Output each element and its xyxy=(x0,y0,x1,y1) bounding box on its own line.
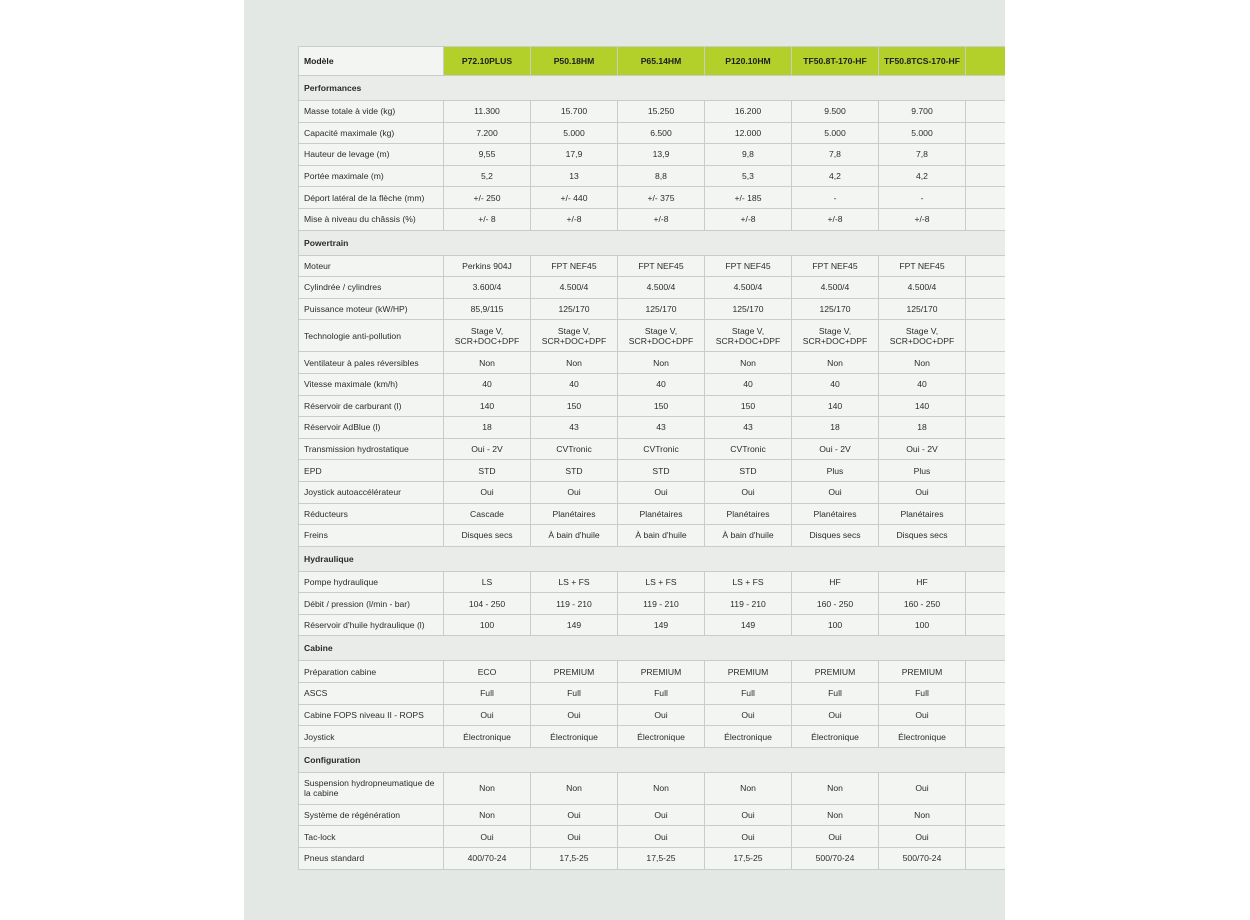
value-cell: 100 xyxy=(792,614,879,636)
table-row xyxy=(299,614,1006,636)
row-label-cell: ASCS xyxy=(299,683,444,705)
empty-overflow-cell xyxy=(966,101,1006,123)
value-cell: Oui - 2V xyxy=(444,438,531,460)
value-cell: Stage V, SCR+DOC+DPF xyxy=(705,320,792,352)
table-row xyxy=(299,726,1006,748)
specifications-table-body xyxy=(299,47,1006,870)
value-cell: Électronique xyxy=(531,726,618,748)
value-cell: Oui xyxy=(444,481,531,503)
value-cell: CVTronic xyxy=(705,438,792,460)
value-cell: 13,9 xyxy=(618,144,705,166)
value-cell: +/-8 xyxy=(531,208,618,230)
value-cell: STD xyxy=(531,460,618,482)
value-cell: Full xyxy=(879,683,966,705)
table-row xyxy=(299,525,1006,547)
empty-overflow-cell xyxy=(966,614,1006,636)
table-row xyxy=(299,683,1006,705)
value-cell: 4,2 xyxy=(792,165,879,187)
value-cell: 18 xyxy=(792,417,879,439)
table-row xyxy=(299,320,1006,352)
value-cell: 13 xyxy=(531,165,618,187)
value-cell: +/-8 xyxy=(792,208,879,230)
empty-overflow-cell xyxy=(966,298,1006,320)
value-cell: Oui xyxy=(705,804,792,826)
value-cell: Oui - 2V xyxy=(879,438,966,460)
value-cell: Stage V, SCR+DOC+DPF xyxy=(618,320,705,352)
row-label-cell: Réservoir d'huile hydraulique (l) xyxy=(299,614,444,636)
value-cell: 5,3 xyxy=(705,165,792,187)
empty-overflow-cell xyxy=(966,373,1006,395)
row-label-cell: Hauteur de levage (m) xyxy=(299,144,444,166)
value-cell: Oui xyxy=(444,826,531,848)
model-header-cell: TF50.8TCS-170-HF xyxy=(879,47,966,76)
value-cell: 17,5-25 xyxy=(531,848,618,870)
value-cell: 7,8 xyxy=(792,144,879,166)
value-cell: 40 xyxy=(618,373,705,395)
value-cell: 7,8 xyxy=(879,144,966,166)
value-cell: Disques secs xyxy=(444,525,531,547)
value-cell: +/-8 xyxy=(618,208,705,230)
value-cell: LS + FS xyxy=(531,571,618,593)
value-cell: 5,2 xyxy=(444,165,531,187)
section-header-row xyxy=(299,747,1006,772)
value-cell: 7.200 xyxy=(444,122,531,144)
model-header-cell: TF50.8T-170-HF xyxy=(792,47,879,76)
value-cell: PREMIUM xyxy=(618,661,705,683)
value-cell: 119 - 210 xyxy=(705,593,792,615)
empty-overflow-cell xyxy=(966,525,1006,547)
value-cell: 125/170 xyxy=(705,298,792,320)
value-cell: +/- 375 xyxy=(618,187,705,209)
section-title: Cabine xyxy=(299,636,1006,661)
empty-overflow-cell xyxy=(966,395,1006,417)
value-cell: +/-8 xyxy=(705,208,792,230)
value-cell: 18 xyxy=(879,417,966,439)
value-cell: 4,2 xyxy=(879,165,966,187)
table-row xyxy=(299,373,1006,395)
value-cell: LS + FS xyxy=(618,571,705,593)
value-cell: 140 xyxy=(792,395,879,417)
value-cell: FPT NEF45 xyxy=(618,255,705,277)
row-label-cell: Mise à niveau du châssis (%) xyxy=(299,208,444,230)
table-header-row xyxy=(299,47,1006,76)
row-label-cell: Réducteurs xyxy=(299,503,444,525)
value-cell: Perkins 904J xyxy=(444,255,531,277)
value-cell: 140 xyxy=(444,395,531,417)
row-label-cell: Tac-lock xyxy=(299,826,444,848)
empty-overflow-cell xyxy=(966,593,1006,615)
value-cell: 400/70-24 xyxy=(444,848,531,870)
value-cell: - xyxy=(792,187,879,209)
value-cell: 160 - 250 xyxy=(792,593,879,615)
table-row xyxy=(299,571,1006,593)
value-cell: Full xyxy=(444,683,531,705)
value-cell: 40 xyxy=(705,373,792,395)
value-cell: 40 xyxy=(879,373,966,395)
value-cell: FPT NEF45 xyxy=(705,255,792,277)
empty-overflow-cell xyxy=(966,571,1006,593)
value-cell: Oui xyxy=(879,826,966,848)
value-cell: Non xyxy=(618,352,705,374)
value-cell: 500/70-24 xyxy=(792,848,879,870)
value-cell: Non xyxy=(879,804,966,826)
value-cell: 5.000 xyxy=(531,122,618,144)
value-cell: +/- 440 xyxy=(531,187,618,209)
value-cell: FPT NEF45 xyxy=(792,255,879,277)
row-label-cell: Transmission hydrostatique xyxy=(299,438,444,460)
value-cell: Planétaires xyxy=(705,503,792,525)
value-cell: Plus xyxy=(879,460,966,482)
table-row xyxy=(299,187,1006,209)
value-cell: Full xyxy=(531,683,618,705)
row-label-cell: Masse totale à vide (kg) xyxy=(299,101,444,123)
row-label-cell: Préparation cabine xyxy=(299,661,444,683)
value-cell: Non xyxy=(444,804,531,826)
table-row xyxy=(299,661,1006,683)
empty-overflow-cell xyxy=(966,438,1006,460)
specifications-table xyxy=(298,46,1005,870)
empty-overflow-cell xyxy=(966,848,1006,870)
value-cell: +/- 8 xyxy=(444,208,531,230)
value-cell: Oui xyxy=(705,826,792,848)
value-cell: 125/170 xyxy=(879,298,966,320)
value-cell: À bain d'huile xyxy=(705,525,792,547)
value-cell: Stage V, SCR+DOC+DPF xyxy=(879,320,966,352)
table-row xyxy=(299,101,1006,123)
row-label-cell: Pompe hydraulique xyxy=(299,571,444,593)
value-cell: PREMIUM xyxy=(879,661,966,683)
empty-overflow-cell xyxy=(966,255,1006,277)
value-cell: Oui xyxy=(618,804,705,826)
value-cell: Full xyxy=(792,683,879,705)
value-cell: STD xyxy=(444,460,531,482)
value-cell: 500/70-24 xyxy=(879,848,966,870)
value-cell: Oui - 2V xyxy=(792,438,879,460)
value-cell: Disques secs xyxy=(879,525,966,547)
value-cell: Non xyxy=(444,352,531,374)
model-header-overflow-cell xyxy=(966,47,1006,76)
value-cell: 150 xyxy=(705,395,792,417)
value-cell: 17,5-25 xyxy=(705,848,792,870)
row-label-cell: Moteur xyxy=(299,255,444,277)
table-row xyxy=(299,255,1006,277)
value-cell: 3.600/4 xyxy=(444,277,531,299)
table-row xyxy=(299,298,1006,320)
section-header-row xyxy=(299,230,1006,255)
value-cell: 140 xyxy=(879,395,966,417)
value-cell: 125/170 xyxy=(531,298,618,320)
value-cell: 9.500 xyxy=(792,101,879,123)
value-cell: 17,9 xyxy=(531,144,618,166)
row-label-cell: Capacité maximale (kg) xyxy=(299,122,444,144)
value-cell: Stage V, SCR+DOC+DPF xyxy=(444,320,531,352)
value-cell: 6.500 xyxy=(618,122,705,144)
value-cell: 43 xyxy=(618,417,705,439)
value-cell: 149 xyxy=(618,614,705,636)
value-cell: Oui xyxy=(792,481,879,503)
value-cell: Oui xyxy=(792,704,879,726)
value-cell: 9,8 xyxy=(705,144,792,166)
empty-overflow-cell xyxy=(966,208,1006,230)
value-cell: 149 xyxy=(531,614,618,636)
value-cell: FPT NEF45 xyxy=(531,255,618,277)
value-cell: Électronique xyxy=(792,726,879,748)
value-cell: Oui xyxy=(792,826,879,848)
value-cell: Oui xyxy=(618,704,705,726)
value-cell: 100 xyxy=(879,614,966,636)
table-row xyxy=(299,848,1006,870)
row-label-cell: Portée maximale (m) xyxy=(299,165,444,187)
value-cell: 85,9/115 xyxy=(444,298,531,320)
value-cell: 43 xyxy=(705,417,792,439)
value-cell: Non xyxy=(531,352,618,374)
value-cell: STD xyxy=(705,460,792,482)
empty-overflow-cell xyxy=(966,826,1006,848)
empty-overflow-cell xyxy=(966,683,1006,705)
empty-overflow-cell xyxy=(966,704,1006,726)
section-header-row xyxy=(299,546,1006,571)
empty-overflow-cell xyxy=(966,187,1006,209)
row-label-cell: Joystick xyxy=(299,726,444,748)
value-cell: 40 xyxy=(531,373,618,395)
value-cell: Non xyxy=(444,772,531,804)
value-cell: 15.250 xyxy=(618,101,705,123)
row-label-cell: Cabine FOPS niveau II - ROPS xyxy=(299,704,444,726)
table-row xyxy=(299,165,1006,187)
value-cell: 4.500/4 xyxy=(792,277,879,299)
table-row xyxy=(299,395,1006,417)
value-cell: 4.500/4 xyxy=(618,277,705,299)
empty-overflow-cell xyxy=(966,144,1006,166)
value-cell: - xyxy=(879,187,966,209)
value-cell: À bain d'huile xyxy=(531,525,618,547)
empty-overflow-cell xyxy=(966,772,1006,804)
model-header-cell: P65.14HM xyxy=(618,47,705,76)
value-cell: Oui xyxy=(618,826,705,848)
empty-overflow-cell xyxy=(966,661,1006,683)
section-header-row xyxy=(299,636,1006,661)
value-cell: Électronique xyxy=(879,726,966,748)
value-cell: 5.000 xyxy=(879,122,966,144)
value-cell: Stage V, SCR+DOC+DPF xyxy=(531,320,618,352)
table-row xyxy=(299,352,1006,374)
value-cell: Oui xyxy=(531,804,618,826)
value-cell: 100 xyxy=(444,614,531,636)
value-cell: Électronique xyxy=(705,726,792,748)
empty-overflow-cell xyxy=(966,481,1006,503)
value-cell: FPT NEF45 xyxy=(879,255,966,277)
value-cell: PREMIUM xyxy=(705,661,792,683)
value-cell: ECO xyxy=(444,661,531,683)
value-cell: Non xyxy=(792,772,879,804)
value-cell: Électronique xyxy=(618,726,705,748)
section-title: Performances xyxy=(299,76,1006,101)
value-cell: 4.500/4 xyxy=(879,277,966,299)
row-label-cell: Débit / pression (l/min - bar) xyxy=(299,593,444,615)
empty-overflow-cell xyxy=(966,726,1006,748)
value-cell: 11.300 xyxy=(444,101,531,123)
table-row xyxy=(299,417,1006,439)
table-row xyxy=(299,277,1006,299)
value-cell: HF xyxy=(879,571,966,593)
value-cell: 9,55 xyxy=(444,144,531,166)
value-cell: +/-8 xyxy=(879,208,966,230)
empty-overflow-cell xyxy=(966,460,1006,482)
empty-overflow-cell xyxy=(966,122,1006,144)
model-header-cell: P120.10HM xyxy=(705,47,792,76)
value-cell: Non xyxy=(792,804,879,826)
value-cell: Oui xyxy=(618,481,705,503)
empty-overflow-cell xyxy=(966,417,1006,439)
value-cell: 43 xyxy=(531,417,618,439)
value-cell: Planétaires xyxy=(792,503,879,525)
value-cell: 18 xyxy=(444,417,531,439)
table-row xyxy=(299,804,1006,826)
row-label-cell: Réservoir de carburant (l) xyxy=(299,395,444,417)
header-label-cell: Modèle xyxy=(299,47,444,76)
value-cell: PREMIUM xyxy=(792,661,879,683)
value-cell: Plus xyxy=(792,460,879,482)
row-label-cell: Technologie anti-pollution xyxy=(299,320,444,352)
value-cell: 150 xyxy=(618,395,705,417)
row-label-cell: Vitesse maximale (km/h) xyxy=(299,373,444,395)
value-cell: +/- 185 xyxy=(705,187,792,209)
value-cell: 149 xyxy=(705,614,792,636)
value-cell: 16.200 xyxy=(705,101,792,123)
value-cell: Non xyxy=(879,352,966,374)
value-cell: Oui xyxy=(879,481,966,503)
value-cell: 17,5-25 xyxy=(618,848,705,870)
row-label-cell: Réservoir AdBlue (l) xyxy=(299,417,444,439)
value-cell: Oui xyxy=(879,772,966,804)
value-cell: Stage V, SCR+DOC+DPF xyxy=(792,320,879,352)
value-cell: À bain d'huile xyxy=(618,525,705,547)
table-row xyxy=(299,503,1006,525)
model-header-cell: P72.10PLUS xyxy=(444,47,531,76)
empty-overflow-cell xyxy=(966,165,1006,187)
spec-sheet-page xyxy=(244,0,1005,920)
table-row xyxy=(299,460,1006,482)
value-cell: Oui xyxy=(705,481,792,503)
empty-overflow-cell xyxy=(966,352,1006,374)
value-cell: Cascade xyxy=(444,503,531,525)
row-label-cell: EPD xyxy=(299,460,444,482)
value-cell: +/- 250 xyxy=(444,187,531,209)
table-row xyxy=(299,122,1006,144)
empty-overflow-cell xyxy=(966,277,1006,299)
value-cell: 4.500/4 xyxy=(531,277,618,299)
row-label-cell: Puissance moteur (kW/HP) xyxy=(299,298,444,320)
model-header-cell: P50.18HM xyxy=(531,47,618,76)
value-cell: Oui xyxy=(444,704,531,726)
table-row xyxy=(299,704,1006,726)
table-row xyxy=(299,481,1006,503)
value-cell: 119 - 210 xyxy=(618,593,705,615)
value-cell: 8,8 xyxy=(618,165,705,187)
value-cell: CVTronic xyxy=(531,438,618,460)
empty-overflow-cell xyxy=(966,503,1006,525)
value-cell: Oui xyxy=(531,704,618,726)
table-row xyxy=(299,772,1006,804)
table-row xyxy=(299,593,1006,615)
row-label-cell: Cylindrée / cylindres xyxy=(299,277,444,299)
section-title: Hydraulique xyxy=(299,546,1006,571)
value-cell: Oui xyxy=(531,481,618,503)
value-cell: Full xyxy=(618,683,705,705)
value-cell: HF xyxy=(792,571,879,593)
row-label-cell: Suspension hydropneumatique de la cabine xyxy=(299,772,444,804)
value-cell: 160 - 250 xyxy=(879,593,966,615)
value-cell: Électronique xyxy=(444,726,531,748)
value-cell: 40 xyxy=(444,373,531,395)
row-label-cell: Pneus standard xyxy=(299,848,444,870)
table-row xyxy=(299,826,1006,848)
value-cell: 104 - 250 xyxy=(444,593,531,615)
value-cell: 15.700 xyxy=(531,101,618,123)
value-cell: 150 xyxy=(531,395,618,417)
row-label-cell: Ventilateur à pales réversibles xyxy=(299,352,444,374)
value-cell: Non xyxy=(705,772,792,804)
value-cell: Non xyxy=(618,772,705,804)
value-cell: Oui xyxy=(879,704,966,726)
section-title: Configuration xyxy=(299,747,1006,772)
empty-overflow-cell xyxy=(966,320,1006,352)
value-cell: Non xyxy=(531,772,618,804)
value-cell: Oui xyxy=(705,704,792,726)
value-cell: Planétaires xyxy=(618,503,705,525)
value-cell: PREMIUM xyxy=(531,661,618,683)
value-cell: Disques secs xyxy=(792,525,879,547)
value-cell: 9.700 xyxy=(879,101,966,123)
table-row xyxy=(299,144,1006,166)
value-cell: Planétaires xyxy=(879,503,966,525)
empty-overflow-cell xyxy=(966,804,1006,826)
row-label-cell: Système de régénération xyxy=(299,804,444,826)
value-cell: 125/170 xyxy=(618,298,705,320)
value-cell: LS xyxy=(444,571,531,593)
row-label-cell: Joystick autoaccélérateur xyxy=(299,481,444,503)
value-cell: Non xyxy=(792,352,879,374)
value-cell: 119 - 210 xyxy=(531,593,618,615)
table-row xyxy=(299,438,1006,460)
value-cell: 125/170 xyxy=(792,298,879,320)
row-label-cell: Freins xyxy=(299,525,444,547)
section-title: Powertrain xyxy=(299,230,1006,255)
value-cell: 5.000 xyxy=(792,122,879,144)
value-cell: CVTronic xyxy=(618,438,705,460)
row-label-cell: Déport latéral de la flèche (mm) xyxy=(299,187,444,209)
value-cell: 40 xyxy=(792,373,879,395)
value-cell: LS + FS xyxy=(705,571,792,593)
value-cell: Oui xyxy=(531,826,618,848)
value-cell: 12.000 xyxy=(705,122,792,144)
value-cell: Planétaires xyxy=(531,503,618,525)
value-cell: Full xyxy=(705,683,792,705)
value-cell: 4.500/4 xyxy=(705,277,792,299)
value-cell: STD xyxy=(618,460,705,482)
value-cell: Non xyxy=(705,352,792,374)
section-header-row xyxy=(299,76,1006,101)
table-row xyxy=(299,208,1006,230)
